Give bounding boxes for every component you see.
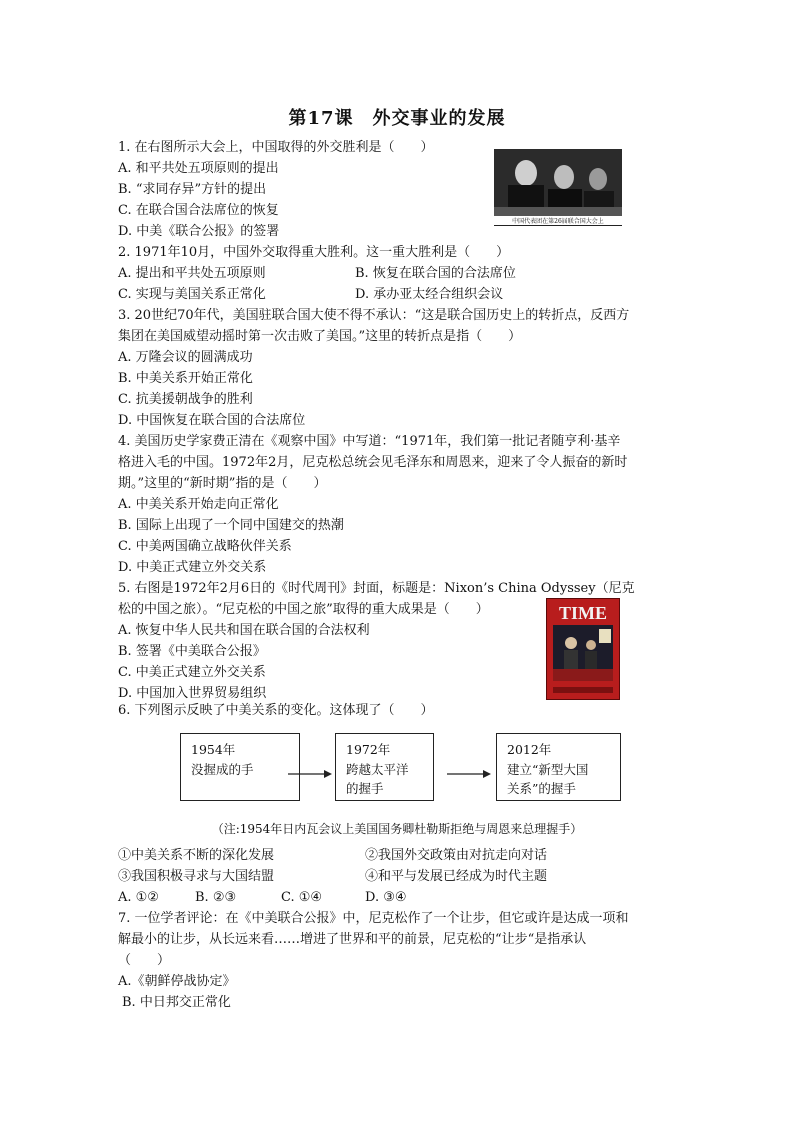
box-year: 1972年 (346, 742, 391, 757)
q3-option-a: A. 万隆会议的圆满成功 (118, 350, 253, 365)
q5-option-a: A. 恢复中华人民共和国在联合国的合法权利 (118, 623, 370, 638)
q1-option-b: B. “求同存异”方针的提出 (118, 182, 267, 197)
question-4-stem-line2: 格进入毛的中国。1972年2月，尼克松总统会见毛泽东和周恩来，迎来了令人振奋的新时 (118, 455, 628, 470)
q6-option-c: C. ①④ (281, 890, 323, 905)
q1-option-c: C. 在联合国合法席位的恢复 (118, 203, 279, 218)
q5-option-b: B. 签署《中美联合公报》 (118, 644, 266, 659)
question-7-stem-line2: 解最小的让步，从长远来看……增进了世界和平的前景，尼克松的“让步“是指承认 (118, 932, 587, 947)
arrow-right-icon (288, 768, 332, 780)
q6-statement-2: ②我国外交政策由对抗走向对话 (365, 848, 548, 863)
q3-option-c: C. 抗美援朝战争的胜利 (118, 392, 253, 407)
box-text: 跨越太平洋 (346, 762, 409, 777)
q6-statement-1: ①中美关系不断的深化发展 (118, 848, 275, 863)
box-text: 的握手 (346, 781, 384, 796)
q7-option-b: B. 中日邦交正常化 (122, 995, 231, 1010)
question-7-stem-line3: （ ） (118, 953, 171, 968)
arrow-right-icon (447, 768, 491, 780)
q3-option-b: B. 中美关系开始正常化 (118, 371, 253, 386)
timeline-box-1954 (180, 733, 300, 801)
q4-option-d: D. 中美正式建立外交关系 (118, 560, 267, 575)
q2-option-d: D. 承办亚太经合组织会议 (355, 287, 504, 302)
q2-option-b: B. 恢复在联合国的合法席位 (355, 266, 516, 281)
q4-option-a: A. 中美关系开始走向正常化 (118, 497, 279, 512)
timeline-box-2012 (496, 733, 621, 801)
q6-option-b: B. ②③ (195, 890, 237, 905)
timeline-box-1972 (335, 733, 434, 801)
q5-option-c: C. 中美正式建立外交关系 (118, 665, 266, 680)
q4-option-b: B. 国际上出现了一个同中国建交的热潮 (118, 518, 344, 533)
question-5-stem-line1: 5. 右图是1972年2月6日的《时代周刊》封面，标题是：Nixon’s China Odyssey（尼克 (118, 581, 635, 596)
q7-option-a: A.《朝鲜停战协定》 (118, 974, 236, 989)
question-5-stem-line2: 松的中国之旅）。“尼克松的中国之旅”取得的重大成果是（ ） (118, 602, 489, 617)
q6-statement-3: ③我国积极寻求与大国结盟 (118, 869, 275, 884)
question-3-stem-line1: 3. 20世纪70年代，美国驻联合国大使不得不承认：“这是联合国历史上的转折点，反西方 (118, 308, 630, 323)
question-6-stem: 6. 下列图示反映了中美关系的变化。这体现了（ ） (118, 703, 434, 718)
cover-art (547, 599, 619, 699)
question-2-stem: 2. 1971年10月，中国外交取得重大胜利。这一重大胜利是（ ） (118, 245, 510, 260)
diagram-note: （注:1954年日内瓦会议上美国国务卿杜勒斯拒绝与周恩来总理握手） (211, 822, 583, 836)
q2-option-c: C. 实现与美国关系正常化 (118, 287, 266, 302)
box-text: 关系”的握手 (507, 781, 576, 796)
question-4-stem-line3: 期。”这里的“新时期”指的是（ ） (118, 476, 327, 491)
box-year: 1954年 (191, 742, 236, 757)
question-1-stem: 1. 在右图所示大会上，中国取得的外交胜利是（ ） (118, 140, 434, 155)
cover-masthead: TIME (558, 603, 608, 623)
question-3-stem-line2: 集团在美国威望动摇时第一次击败了美国。”这里的转折点是指（ ） (118, 329, 522, 344)
photo-scene (494, 149, 622, 219)
box-year: 2012年 (507, 742, 552, 757)
question-4-stem-line1: 4. 美国历史学家费正清在《观察中国》中写道：“1971年，我们第一批记者随亨利·基辛 (118, 434, 621, 449)
q5-option-d: D. 中国加入世界贸易组织 (118, 686, 267, 701)
page-title: 第17课 外交事业的发展 (288, 108, 506, 129)
q4-option-c: C. 中美两国确立战略伙伴关系 (118, 539, 292, 554)
un-assembly-photo (494, 149, 622, 226)
photo-caption: 中国代表团在第26届联合国大会上 (494, 216, 622, 225)
question-7-stem-line1: 7. 一位学者评论：在《中美联合公报》中，尼克松作了一个让步，但它或许是达成一项和 (118, 911, 629, 926)
q1-option-a: A. 和平共处五项原则的提出 (118, 161, 279, 176)
q1-option-d: D. 中美《联合公报》的签署 (118, 224, 280, 239)
time-magazine-cover (546, 598, 620, 700)
q6-option-a: A. ①② (118, 890, 159, 905)
q6-statement-4: ④和平与发展已经成为时代主题 (365, 869, 548, 884)
q3-option-d: D. 中国恢复在联合国的合法席位 (118, 413, 306, 428)
box-text: 没握成的手 (191, 762, 254, 777)
q2-option-a: A. 提出和平共处五项原则 (118, 266, 266, 281)
q6-option-d: D. ③④ (365, 890, 407, 905)
box-text: 建立“新型大国 (507, 762, 589, 777)
